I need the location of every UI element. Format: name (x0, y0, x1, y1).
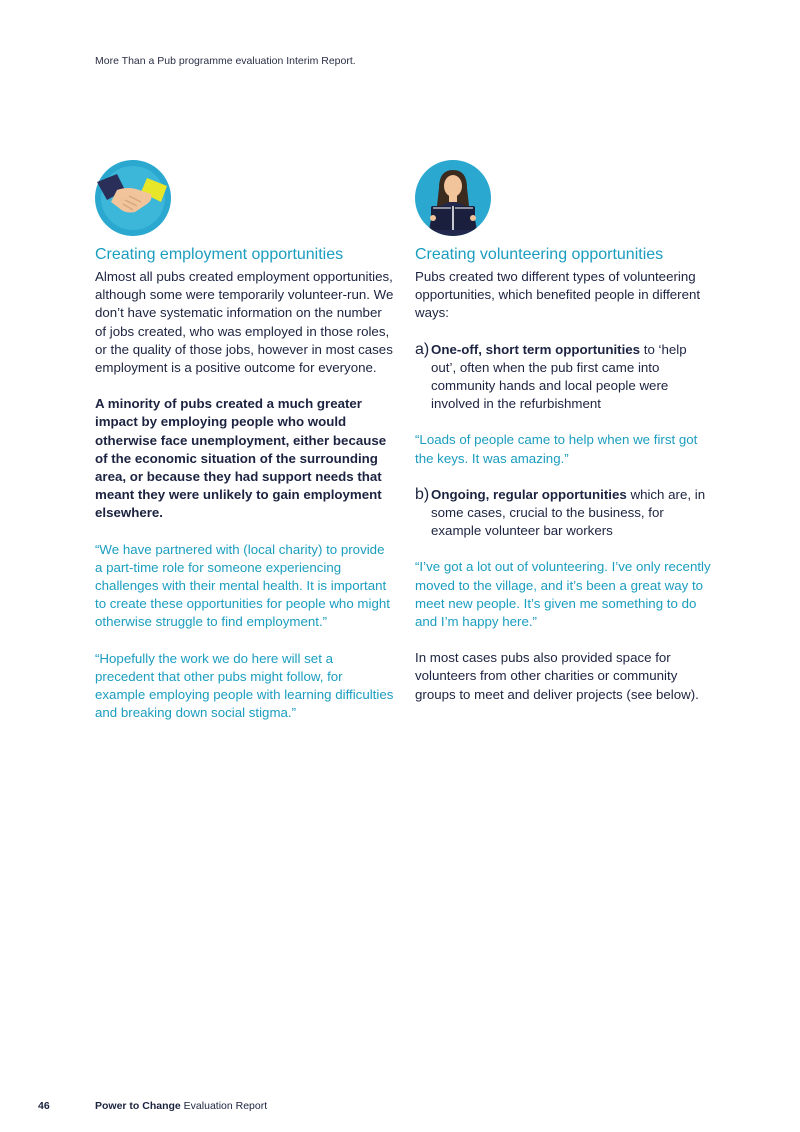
list-item-text: to ‘help out’, often when the pub first came into community hands and local people were involved in the refurbishment (431, 341, 687, 412)
footer-title (95, 1100, 267, 1112)
quote: “Loads of people came to help when we first got the keys. It was amazing.” (415, 432, 698, 466)
quote: “We have partnered with (local charity) to provide a part-time role for someone experiencing challenges with their mental health. It is important to create these opportunities for people who might otherwise struggle to find employment.” (95, 541, 390, 630)
footer-report: Evaluation Report (180, 1100, 268, 1112)
quote: “I’ve got a lot out of volunteering. I’ve only recently moved to the village, and it’s been a great way to meet new people. It’s given me something to do and I’m happy here.” (415, 559, 711, 630)
closing-paragraph: In most cases pubs also provided space for volunteers from other charities or community groups to meet and deliver projects (see below). (415, 650, 699, 702)
list-item (415, 341, 715, 414)
list-item-bold: One-off, short term opportunities (431, 341, 641, 357)
list-marker: a) (415, 340, 430, 358)
section-title: Creating employment opportunities (95, 246, 344, 263)
page-number: 46 (38, 1100, 50, 1112)
running-header: More Than a Pub programme evaluation Interim Report. (95, 55, 356, 67)
employment-section (95, 160, 395, 722)
list-marker: b) (415, 485, 430, 503)
list-item (415, 486, 715, 541)
footer-brand: Power to Change (95, 1100, 181, 1112)
quote: “Hopefully the work we do here will set a precedent that other pubs might follow, for example employing people with learning difficulties and breaking down social stigma.” (95, 650, 394, 721)
highlight-paragraph: A minority of pubs created a much greater impact by employing people who would otherwise face unemployment, either because of the economic situation of the surrounding area, or because they had support needs that meant they were unlikely to gain employment elsewhere. (95, 396, 387, 521)
volunteer-icon (415, 160, 491, 236)
intro-paragraph: Pubs created two different types of volunteering opportunities, which benefited people in different ways: (415, 269, 701, 321)
volunteering-section (415, 160, 715, 704)
handshake-icon (95, 160, 171, 236)
list-item-text: which are, in some cases, crucial to the business, for example volunteer bar workers (431, 486, 706, 539)
section-title: Creating volunteering opportunities (415, 246, 664, 263)
intro-paragraph: Almost all pubs created employment opportunities, although some were temporarily volunteer-run. We don’t have systematic information on the number of jobs created, who was employed in those roles, or the quality of those jobs, however in most cases employment is a positive outcome for everyone. (95, 269, 394, 376)
list-item-bold: Ongoing, regular opportunities (431, 486, 627, 502)
